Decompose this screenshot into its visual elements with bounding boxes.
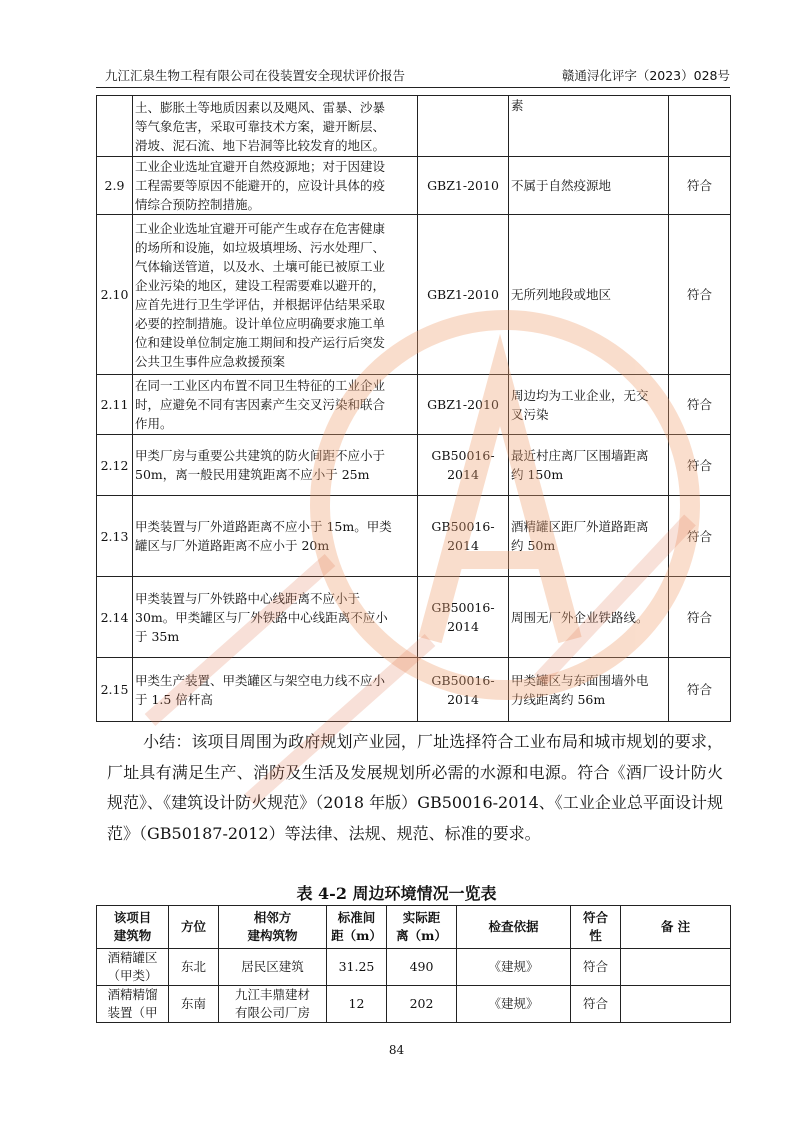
standard-cell: GB50016-2014 [418,496,509,577]
result-cell: 符合 [669,435,731,496]
table-caption: 表 4-2 周边环境情况一览表 [296,884,497,903]
standard-cell: GBZ1-2010 [418,215,509,375]
fact-cell: 不属于自然疫源地 [509,157,669,215]
actual-distance-cell: 490 [387,949,457,986]
standard-distance-cell: 12 [327,986,387,1023]
standard-cell: GBZ1-2010 [418,157,509,215]
conformity-cell: 符合 [571,949,621,986]
row-number: 2.12 [97,435,133,496]
table-row [97,496,731,577]
summary-text: 小结：该项目周围为政府规划产业园，厂址选择符合工业布局和城市规划的要求，厂址具有满足生产、消防及生活及发展规划所必需的水源和电源。符合《酒厂设计防火规范》、《建筑设计防火规范》（2018 年版）GB50016-2014、《工业企业总平面设计规范》（GB50187-2012）等法律、法规、规范、标准的要求。 [107,732,723,843]
neighbor-cell: 居民区建筑 [219,949,327,986]
table-row [97,96,731,157]
neighbor-cell: 九江丰鼎建材 有限公司厂房 [219,986,327,1023]
requirement-cell: 甲类厂房与重要公共建筑的防火间距不应小于 50m，离一般民用建筑距离不应小于 25m [133,435,418,496]
result-cell: 符合 [669,375,731,435]
result-cell: 符合 [669,215,731,375]
basis-cell: 《建规》 [457,949,571,986]
result-cell [669,96,731,157]
result-cell: 符合 [669,157,731,215]
table-row [97,435,731,496]
standard-cell: GB50016-2014 [418,435,509,496]
page-number: 84 [388,1043,405,1057]
column-header: 符合 性 [571,906,621,949]
table-header-row [97,906,731,949]
header-rule [96,87,730,88]
row-number: 2.9 [97,157,133,215]
fact-cell: 无所列地段或地区 [509,215,669,375]
table-row [97,949,731,986]
column-header: 相邻方 建构筑物 [219,906,327,949]
header-right: 赣通浔化评字（2023）028号 [561,68,730,83]
row-number: 2.15 [97,658,133,722]
column-header: 检查依据 [457,906,571,949]
column-header: 方位 [169,906,219,949]
direction-cell: 东南 [169,986,219,1023]
check-table [96,95,731,722]
column-header: 备 注 [621,906,731,949]
fact-cell: 周边均为工业企业，无交 叉污染 [509,375,669,435]
building-cell: 酒精罐区 （甲类） [97,949,169,986]
conformity-cell: 符合 [571,986,621,1023]
requirement-cell: 在同一工业区内布置不同卫生特征的工业企业 时，应避免不同有害因素产生交叉污染和联合 作用。 [133,375,418,435]
row-number: 2.10 [97,215,133,375]
fact-cell: 甲类罐区与东面围墙外电 力线距离约 56m [509,658,669,722]
column-header: 标准间 距（m） [327,906,387,949]
summary-paragraph [107,727,723,849]
table-row [97,658,731,722]
building-cell: 酒精精馏 装置（甲 [97,986,169,1023]
note-cell [621,949,731,986]
result-cell: 符合 [669,658,731,722]
environment-table [96,905,731,1023]
column-header: 实际距 离（m） [387,906,457,949]
requirement-cell: 工业企业选址宜避开自然疫源地；对于因建设 工程需要等原因不能避开的，应设计具体的疫 情综合预防控制措施。 [133,157,418,215]
result-cell: 符合 [669,577,731,658]
requirement-cell: 工业企业选址宜避开可能产生或存在危害健康 的场所和设施，如垃圾填埋场、污水处理厂、 气体输送管道，以及水、土壤可能已被原工业 企业污染的地区，建设工程需要难以避开的， 应首先进行卫生学评估，并根据评估结果采取 必要的控制措施。设计单位应明确要求施工单 位和建设单位制定施工期间和投产运行后突发 公共卫生事件应急救援预案 [133,215,418,375]
table-row [97,577,731,658]
row-number: 2.14 [97,577,133,658]
direction-cell: 东北 [169,949,219,986]
requirement-cell: 甲类装置与厂外道路距离不应小于 15m。甲类 罐区与厂外道路距离不应小于 20m [133,496,418,577]
standard-cell: GB50016-2014 [418,658,509,722]
actual-distance-cell: 202 [387,986,457,1023]
standard-distance-cell: 31.25 [327,949,387,986]
row-number [97,96,133,157]
row-number: 2.11 [97,375,133,435]
requirement-cell: 土、膨胀土等地质因素以及飓风、雷暴、沙暴 等气象危害，采取可靠技术方案，避开断层、 滑坡、泥石流、地下岩洞等比较发育的地区。 [133,96,418,157]
result-cell: 符合 [669,496,731,577]
table-row [97,215,731,375]
table-row [97,157,731,215]
header-left: 九江汇泉生物工程有限公司在役装置安全现状评价报告 [105,68,406,83]
requirement-cell: 甲类装置与厂外铁路中心线距离不应小于 30m。甲类罐区与厂外铁路中心线距离不应小 于 35m [133,577,418,658]
note-cell [621,986,731,1023]
standard-cell: GBZ1-2010 [418,375,509,435]
table-row [97,375,731,435]
fact-cell: 酒精罐区距厂外道路距离 约 50m [509,496,669,577]
standard-cell: GB50016-2014 [418,577,509,658]
fact-cell: 周围无厂外企业铁路线。 [509,577,669,658]
fact-cell: 素 [509,96,669,157]
fact-cell: 最近村庄离厂区围墙距离 约 150m [509,435,669,496]
basis-cell: 《建规》 [457,986,571,1023]
requirement-cell: 甲类生产装置、甲类罐区与架空电力线不应小 于 1.5 倍杆高 [133,658,418,722]
table-row [97,986,731,1023]
column-header: 该项目 建筑物 [97,906,169,949]
standard-cell [418,96,509,157]
row-number: 2.13 [97,496,133,577]
